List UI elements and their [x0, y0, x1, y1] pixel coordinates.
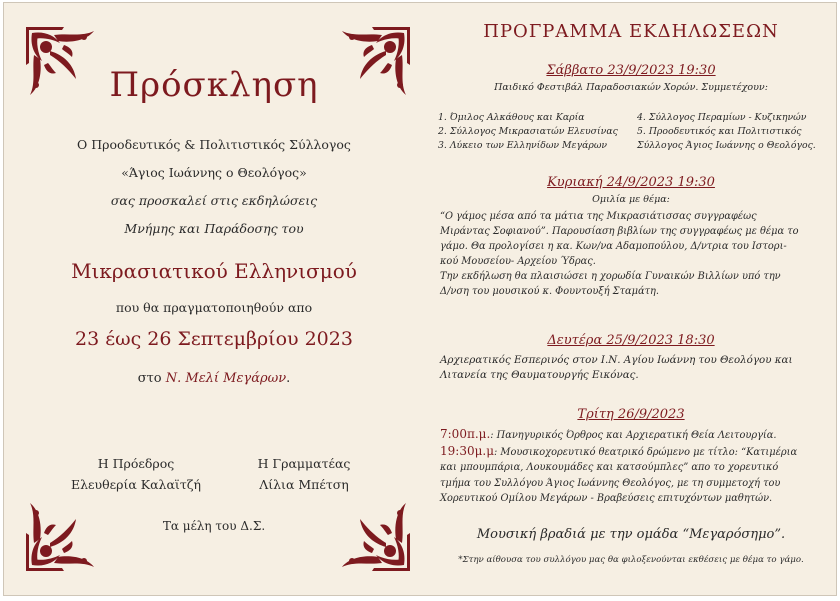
- tuesday-description: [440, 427, 830, 507]
- tuesday-heading: Τρίτη 26/9/2023: [577, 407, 685, 422]
- schedule-row: [440, 427, 830, 444]
- invite-text: σας προσκαλεί στις εκδηλώσεις: [110, 193, 318, 208]
- president-name: Ελευθερία Καλαϊτζή: [70, 477, 201, 492]
- text-line: Χορευτικού Ομίλου Μεγάρων - Βραβεύσεις επιτυχόντων μαθητών.: [440, 493, 773, 504]
- monday-heading: Δευτέρα 25/9/2023 18:30: [547, 333, 715, 348]
- invitation-panel: [4, 3, 424, 597]
- sunday-intro: Ομιλία με θέμα:: [592, 194, 670, 205]
- monday-description: [440, 353, 830, 383]
- saturday-list-col2: [637, 111, 816, 153]
- morning-event: : Πανηγυρικός Όρθρος και Αρχιερατική Θεία Λειτουργία.: [490, 430, 777, 441]
- organizer-name: «Άγιος Ιωάννης ο Θεολόγος»: [121, 165, 307, 180]
- list-item: 5. Προοδευτικός και Πολιτιστικός: [637, 126, 802, 137]
- floral-corner-ornament-icon: [336, 497, 412, 573]
- text-line: τμήμα του Συλλόγου Άγιος Ιωάννης Θεολόγος, με τη συμμετοχή του: [440, 477, 781, 489]
- list-item: 2. Σύλλογος Μικρασιατών Ελευσίνας: [438, 126, 618, 137]
- sunday-description: [440, 209, 830, 299]
- organizer-line: Ο Προοδευτικός & Πολιτιστικός Σύλλογος: [77, 137, 351, 152]
- text-line: Την εκδήλωση θα πλαισιώσει η χορωδία Γυναικών Βιλλίων υπό την: [440, 271, 781, 282]
- time-morning: 7:00π.μ.: [440, 427, 491, 441]
- schedule-row: [440, 444, 830, 461]
- location-suffix: .: [286, 371, 291, 386]
- program-panel: [424, 3, 838, 597]
- secretary-signature: [234, 456, 374, 492]
- highlight-heading: Μικρασιατικού Ελληνισμού: [71, 259, 357, 283]
- held-text: που θα πραγματοποιηθούν απο: [115, 300, 313, 315]
- text-line: Δ/νση του μουσικού κ. Φουντουξή Σταμάτη.: [440, 286, 660, 297]
- event-dates: 23 έως 26 Σεπτεμβρίου 2023: [75, 328, 353, 350]
- president-role: Η Πρόεδρος: [97, 456, 175, 471]
- event-location: [4, 371, 424, 386]
- secretary-name: Λίλια Μπέτση: [259, 477, 349, 492]
- invitation-sheet: [3, 2, 837, 596]
- saturday-list-col1: [438, 111, 618, 153]
- invitation-title: Πρόσκληση: [109, 65, 319, 105]
- floral-corner-ornament-icon: [24, 497, 100, 573]
- text-line: “Ο γάμος μέσα από τα μάτια της Μικρασιάτισσας συγγραφέως: [440, 211, 757, 222]
- music-evening-text: Μουσική βραδιά με την ομάδα “Μεγαρόσημο”.: [476, 527, 786, 542]
- board-members: Τα μέλη του Δ.Σ.: [162, 519, 266, 533]
- text-line: κού Μουσείου- Αρχείου Ύδρας.: [440, 256, 596, 267]
- text-line: Λιτανεία της Θαυματουργής Εικόνας.: [440, 369, 639, 381]
- sunday-heading: Κυριακή 24/9/2023 19:30: [547, 175, 715, 190]
- program-title: ΠΡΟΓΡΑΜΜΑ ΕΚΔΗΛΩΣΕΩΝ: [483, 21, 779, 42]
- location-name: Ν. Μελί Μεγάρων: [165, 371, 287, 386]
- text-line: Μιράντας Σοφιανού”. Παρουσίαση βιβλίων της συγγραφέως με θέμα το: [440, 226, 799, 237]
- text-line: Αρχιερατικός Εσπερινός στον Ι.Ν. Αγίου Ιωάννη του Θεολόγου και: [440, 354, 793, 366]
- text-line: γάμο. Θα προλογίσει η κα. Κων/να Αδαμοπούλου, Δ/ντρια του Ιστορι-: [440, 241, 787, 252]
- list-item: Σύλλογος Άγιος Ιωάννης ο Θεολόγος.: [637, 140, 816, 151]
- evening-event: : Μουσικοχορευτικό θεατρικό δρώμενο με τίτλο: “Κατιμέρια: [494, 446, 798, 458]
- list-item: 1. Όμιλος Αλκάθους και Καρία: [438, 112, 585, 123]
- location-prefix: στο: [137, 371, 162, 386]
- time-evening: 19:30μ.μ: [440, 443, 494, 458]
- list-item: 3. Λύκειο των Ελληνίδων Μεγάρων: [438, 140, 608, 151]
- memory-text: Μνήμης και Παράδοσης του: [124, 221, 304, 236]
- text-line: και μπουμπάρια, Λουκουμάδες και κατσούμπλες” απο το χορευτικό: [440, 462, 779, 473]
- saturday-intro: Παιδικό Φεστιβάλ Παραδοσιακών Χορών. Συμμετέχουν:: [494, 82, 768, 93]
- footnote: *Στην αίθουσα του συλλόγου μας θα φιλοξενούνται εκθέσεις με θέμα το γάμο.: [458, 555, 804, 565]
- list-item: 4. Σύλλογος Περαμίων - Κυζικηνών: [637, 112, 807, 123]
- secretary-role: Η Γραμματέας: [257, 456, 351, 471]
- saturday-heading: Σάββατο 23/9/2023 19:30: [546, 63, 716, 78]
- president-signature: [56, 456, 216, 492]
